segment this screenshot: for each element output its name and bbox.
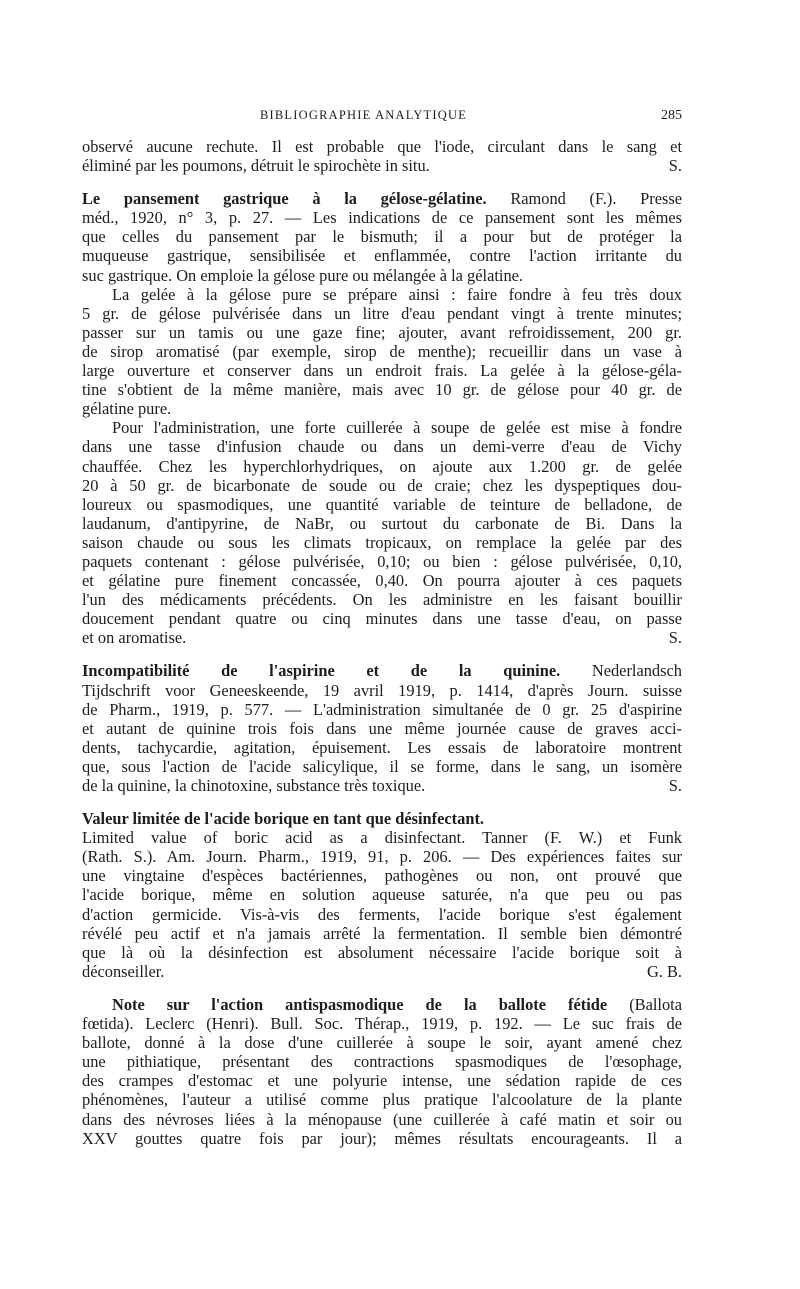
signature: G. B. xyxy=(646,961,682,981)
text-line: une vingtaine d'espèces bactériennes, pathogènes ou non, ont prouvé que xyxy=(82,866,682,886)
text-line: l'un des médicaments précédents. On les administre en les faisant bouillir xyxy=(82,590,682,610)
signature: S. xyxy=(668,156,682,176)
text-line: Pour l'administration, une forte cuillerée à soupe de gelée est mise à fondre xyxy=(112,418,682,438)
running-head xyxy=(82,100,682,134)
text-line: de Pharm., 1919, p. 577. — L'administration simultanée de 0 gr. 25 d'aspirine xyxy=(82,699,682,719)
text-line: ballote, donné à la dose d'une cuillerée à soupe le soir, ayant amené chez xyxy=(82,1033,682,1053)
text-line: chauffée. Chez les hyperchlorhydriques, on ajoute aux 1.200 gr. de gelée xyxy=(82,456,682,476)
article-title: Le pansement gastrique à la gélose-gélatine. xyxy=(82,189,487,209)
text-line: méd., 1920, n° 3, p. 27. — Les indications de ce pansement sont les mêmes xyxy=(82,208,682,228)
text-line: que là où la désinfection est absolument nécessaire l'acide borique soit à xyxy=(82,942,682,962)
text-line: et on aromatise. S. xyxy=(82,628,682,648)
text-line: Le pansement gastrique à la gélose-gélatine. Ramond (F.). Presse xyxy=(82,189,682,209)
article-acide-borique xyxy=(82,809,682,981)
text-line: Limited value of boric acid as a disinfectant. Tanner (F. W.) et Funk xyxy=(82,828,682,848)
text-line: d'action germicide. Vis-à-vis des ferments, l'acide borique s'est également xyxy=(82,904,682,924)
text-line: tine s'obtient de la même manière, mais avec 10 gr. de gélose pour 40 gr. de xyxy=(82,380,682,400)
text-line: muqueuse gastrique, sensibilisée et enflammée, contre l'action irritante du xyxy=(82,246,682,266)
article-aspirine-quinine xyxy=(82,661,682,795)
signature: S. xyxy=(668,628,682,648)
text-line: 5 gr. de gélose pulvérisée dans un litre d'eau pendant vingt à trente minutes; xyxy=(82,303,682,323)
article-title: Incompatibilité de l'aspirine et de la quinine. xyxy=(82,661,561,681)
text-line: Note sur l'action antispasmodique de la ballote fétide (Ballota xyxy=(112,994,682,1014)
text-line: de la quinine, la chinotoxine, substance très toxique. S. xyxy=(82,776,682,795)
text-line: doucement pendant quatre ou cinq minutes dans une tasse d'eau, on passe xyxy=(82,609,682,629)
text-line: l'acide borique, même en solution aqueuse saturée, n'a que peu ou pas xyxy=(82,885,682,905)
text-line: Incompatibilité de l'aspirine et de la quinine. Nederlandsch xyxy=(82,661,682,681)
text-line: que, sous l'action de l'acide salicylique, il se forme, dans le sang, un isomère xyxy=(82,756,682,776)
text-line: 20 à 50 gr. de bicarbonate de soude ou de craie; chez les dyspeptiques dou- xyxy=(82,475,682,495)
text-line: une pithiatique, présentant des contractions spasmodiques de l'œsophage, xyxy=(82,1052,682,1072)
text-line: observé aucune rechute. Il est probable que l'iode, circulant dans le sang et xyxy=(82,137,682,156)
text-line: laudanum, d'antipyrine, de NaBr, ou surtout du carbonate de Bi. Dans la xyxy=(82,513,682,533)
text-line: déconseiller. G. B. xyxy=(82,961,682,981)
text-line: éliminé par les poumons, détruit le spirochète in situ. S. xyxy=(82,156,682,176)
text-line: dents, tachycardie, agitation, épuisement. Les essais de laboratoire montrent xyxy=(82,737,682,757)
running-title: BIBLIOGRAPHIE ANALYTIQUE xyxy=(260,108,468,122)
intro-paragraph xyxy=(82,137,682,175)
text-line: phénomènes, l'auteur a utilisé comme plus pratique l'alcoolature de la plante xyxy=(82,1090,682,1110)
text-line: passer sur un tamis ou une gaze fine; ajouter, avant refroidissement, 200 gr. xyxy=(82,322,682,342)
article-title: Valeur limitée de l'acide borique en tant que désinfectant. xyxy=(82,809,485,829)
article-title-line xyxy=(82,809,682,828)
article-gelose-gelatine xyxy=(82,189,682,647)
text-line: révélé peu actif et n'a jamais arrêté la fermentation. Il semble bien démontré xyxy=(82,923,682,943)
text-line: et autant de quinine trois fois dans une même journée cause de graves acci- xyxy=(82,718,682,738)
text-line: et gélatine pure finement concassée, 0,40. On pourra ajouter à ces paquets xyxy=(82,571,682,591)
text-line: dans une tasse d'infusion chaude ou dans un demi-verre d'eau de Vichy xyxy=(82,437,682,457)
text-line: Tijdschrift voor Geneeskeende, 19 avril 1919, p. 1414, d'après Journ. suisse xyxy=(82,680,682,700)
text-line: fœtida). Leclerc (Henri). Bull. Soc. Thérap., 1919, p. 192. — Le suc frais de xyxy=(82,1014,682,1034)
article-title: Note sur l'action antispasmodique de la ballote fétide xyxy=(112,994,608,1014)
text-line: loureux ou spasmodiques, une quantité variable de teinture de belladone, de xyxy=(82,494,682,514)
text-line: de sirop aromatisé (par exemple, sirop de menthe); recueillir dans un vase à xyxy=(82,341,682,361)
text-line: des crampes d'estomac et une polyurie intense, une sédation rapide de ces xyxy=(82,1071,682,1091)
page-number: 285 xyxy=(661,108,682,123)
signature: S. xyxy=(668,776,682,795)
text-line: large ouverture et conserver dans un endroit frais. La gelée à la gélose-géla- xyxy=(82,361,682,381)
text-line: XXV gouttes quatre fois par jour); mêmes résultats encourageants. Il a xyxy=(82,1128,682,1148)
text-line: saison chaude ou sous les climats tropicaux, on remplace la gelée par des xyxy=(82,532,682,552)
text-line: paquets contenant : gélose pulvérisée, 0,10; ou bien : gélose pulvérisée, 0,10, xyxy=(82,551,682,571)
text-line: gélatine pure. xyxy=(82,399,172,419)
text-line: (Rath. S.). Am. Journ. Pharm., 1919, 91, p. 206. — Des expériences faites sur xyxy=(82,847,682,867)
text-line: que celles du pansement par le bismuth; il a pour but de protéger la xyxy=(82,227,682,247)
text-line: La gelée à la gélose pure se prépare ainsi : faire fondre à feu très doux xyxy=(112,284,682,304)
text-line: dans des névroses liées à la ménopause (une cuillerée à café matin et soir ou xyxy=(82,1109,682,1129)
article-ballote-fetide xyxy=(82,995,682,1148)
text-line: suc gastrique. On emploie la gélose pure ou mélangée à la gélatine. xyxy=(82,265,524,285)
